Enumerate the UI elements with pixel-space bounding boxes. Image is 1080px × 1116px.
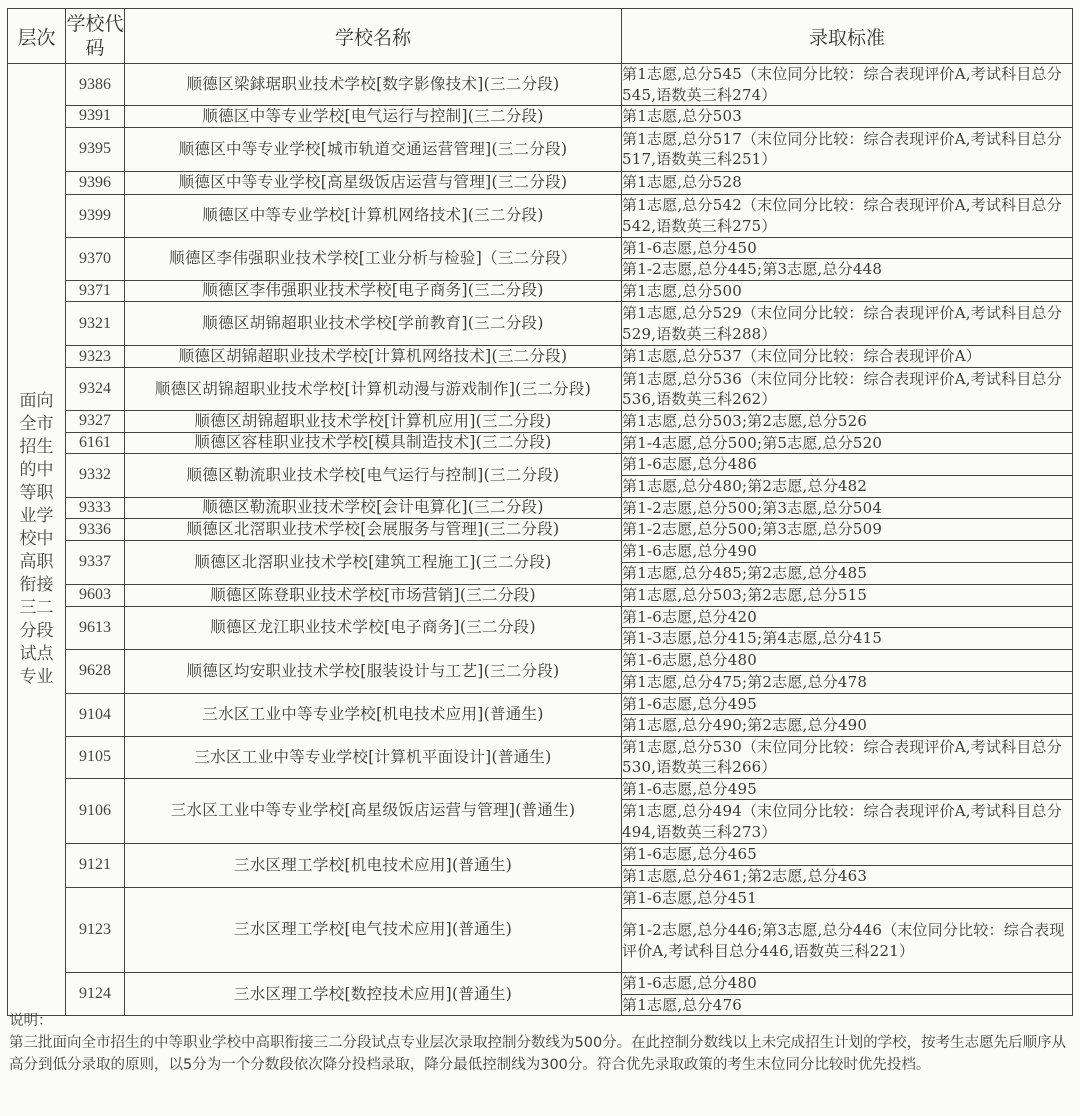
school-code: 9386 — [66, 64, 125, 106]
school-code: 9399 — [66, 194, 125, 237]
school-code: 9603 — [66, 584, 125, 606]
table-row — [8, 302, 1073, 346]
school-name: 顺德区勒流职业技术学校[会计电算化](三二分段) — [125, 497, 622, 519]
table-row — [8, 778, 1073, 800]
school-code: 9123 — [66, 887, 125, 973]
table-row — [8, 887, 1073, 909]
school-code: 9332 — [66, 454, 125, 498]
admission-standard: 第1志愿,总分485;第2志愿,总分485 — [622, 562, 1073, 584]
admission-standard: 第1-6志愿,总分420 — [622, 606, 1073, 628]
admission-standard: 第1志愿,总分529（末位同分比较：综合表现评价A,考试科目总分529,语数英三科288） — [622, 302, 1073, 346]
school-name: 三水区理工学校[数控技术应用](普通生) — [125, 973, 622, 1016]
table-row — [8, 237, 1073, 259]
admission-standard: 第1志愿,总分480;第2志愿,总分482 — [622, 475, 1073, 497]
admission-standard: 第1志愿,总分494（末位同分比较：综合表现评价A,考试科目总分494,语数英三科273） — [622, 800, 1073, 844]
admission-standard: 第1志愿,总分542（末位同分比较：综合表现评价A,考试科目总分542,语数英三科275） — [622, 194, 1073, 237]
admission-standard: 第1-2志愿,总分500;第3志愿,总分509 — [622, 519, 1073, 541]
school-code: 9337 — [66, 541, 125, 585]
table-row — [8, 584, 1073, 606]
table-row — [8, 171, 1073, 194]
school-code: 9321 — [66, 302, 125, 346]
note-title: 说明： — [9, 1013, 53, 1029]
admission-standard: 第1志愿,总分536（末位同分比较：综合表现评价A,考试科目总分536,语数英三科262） — [622, 368, 1073, 411]
school-code: 9104 — [66, 693, 125, 736]
table-body — [8, 64, 1073, 1016]
table-row — [8, 693, 1073, 715]
admission-standard: 第1-2志愿,总分445;第3志愿,总分448 — [622, 259, 1073, 281]
school-code: 9324 — [66, 368, 125, 411]
admission-standard: 第1志愿,总分503;第2志愿,总分515 — [622, 584, 1073, 606]
table-row — [8, 127, 1073, 171]
school-name: 顺德区胡锦超职业技术学校[学前教育](三二分段) — [125, 302, 622, 346]
school-name: 顺德区勒流职业技术学校[电气运行与控制](三二分段) — [125, 454, 622, 498]
school-code: 9371 — [66, 280, 125, 302]
table-row — [8, 454, 1073, 476]
school-code: 9323 — [66, 346, 125, 368]
table-row — [8, 541, 1073, 563]
table-row — [8, 519, 1073, 541]
school-name: 顺德区龙江职业技术学校[电子商务](三二分段) — [125, 606, 622, 650]
school-code: 9613 — [66, 606, 125, 650]
school-name: 顺德区陈登职业技术学校[市场营销](三二分段) — [125, 584, 622, 606]
admission-standard: 第1-6志愿,总分465 — [622, 844, 1073, 866]
admission-standard: 第1志愿,总分530（末位同分比较：综合表现评价A,考试科目总分530,语数英三科266） — [622, 736, 1073, 778]
header-level: 层次 — [8, 9, 66, 64]
school-name: 顺德区李伟强职业技术学校[工业分析与检验]（三二分段） — [125, 237, 622, 280]
admission-standard: 第1-2志愿,总分446;第3志愿,总分446（末位同分比较：综合表现评价A,考试科目总分446,语数英三科221） — [622, 909, 1073, 973]
school-code: 9396 — [66, 171, 125, 194]
admission-standard: 第1志愿,总分490;第2志愿,总分490 — [622, 715, 1073, 737]
school-code: 9336 — [66, 519, 125, 541]
table-row — [8, 432, 1073, 454]
table-row — [8, 736, 1073, 778]
admission-table — [7, 8, 1073, 1016]
table-row — [8, 844, 1073, 866]
school-code: 9124 — [66, 973, 125, 1016]
school-code: 9628 — [66, 650, 125, 694]
school-code: 9121 — [66, 844, 125, 888]
school-code: 9327 — [66, 411, 125, 433]
table-row — [8, 650, 1073, 672]
school-name: 三水区理工学校[机电技术应用](普通生) — [125, 844, 622, 888]
school-name: 顺德区均安职业技术学校[服装设计与工艺](三二分段) — [125, 650, 622, 694]
admission-standard: 第1志愿,总分476 — [622, 994, 1073, 1016]
school-name: 顺德区容桂职业技术学校[模具制造技术](三二分段) — [125, 432, 622, 454]
school-name: 三水区工业中等专业学校[高星级饭店运营与管理](普通生) — [125, 778, 622, 844]
table-row — [8, 194, 1073, 237]
admission-standard: 第1-6志愿,总分450 — [622, 237, 1073, 259]
table-row — [8, 368, 1073, 411]
school-code: 9106 — [66, 778, 125, 844]
school-code: 9370 — [66, 237, 125, 280]
school-code: 9333 — [66, 497, 125, 519]
admission-standard: 第1志愿,总分500 — [622, 280, 1073, 302]
admission-standard: 第1志愿,总分517（末位同分比较：综合表现评价A,考试科目总分517,语数英三科251） — [622, 127, 1073, 171]
school-name: 顺德区中等专业学校[高星级饭店运营与管理](三二分段) — [125, 171, 622, 194]
table-row — [8, 346, 1073, 368]
school-name: 顺德区中等专业学校[电气运行与控制](三二分段) — [125, 106, 622, 128]
header-name: 学校名称 — [125, 9, 622, 64]
header-standard: 录取标准 — [622, 9, 1073, 64]
note-body: 第三批面向全市招生的中等职业学校中高职衔接三二分段试点专业层次录取控制分数线为500分。在此控制分数线以上未完成招生计划的学校，按考生志愿先后顺序从高分到低分录取的原则，以5分为一个分数段依次降分投档录取，降分最低控制线为300分。符合优先录取政策的考生末位同分比较时优先投档。 — [9, 1035, 1067, 1073]
table-row — [8, 606, 1073, 628]
admission-standard: 第1志愿,总分528 — [622, 171, 1073, 194]
admission-standard: 第1志愿,总分475;第2志愿,总分478 — [622, 671, 1073, 693]
school-name: 顺德区胡锦超职业技术学校[计算机应用](三二分段) — [125, 411, 622, 433]
admission-standard: 第1-6志愿,总分451 — [622, 887, 1073, 909]
school-name: 顺德区北滘职业技术学校[会展服务与管理](三二分段) — [125, 519, 622, 541]
table-row — [8, 411, 1073, 433]
school-code: 9395 — [66, 127, 125, 171]
admission-standard: 第1-6志愿,总分480 — [622, 650, 1073, 672]
school-name: 三水区工业中等专业学校[计算机平面设计](普通生) — [125, 736, 622, 778]
header-code: 学校代码 — [66, 9, 125, 64]
admission-standard: 第1-2志愿,总分500;第3志愿,总分504 — [622, 497, 1073, 519]
admission-standard: 第1志愿,总分503 — [622, 106, 1073, 128]
admission-standard: 第1-4志愿,总分500;第5志愿,总分520 — [622, 432, 1073, 454]
school-code: 9105 — [66, 736, 125, 778]
table-row — [8, 280, 1073, 302]
table-row — [8, 973, 1073, 995]
table-header-row — [8, 9, 1073, 64]
admission-standard: 第1志愿,总分461;第2志愿,总分463 — [622, 865, 1073, 887]
school-code: 6161 — [66, 432, 125, 454]
admission-standard: 第1-3志愿,总分415;第4志愿,总分415 — [622, 628, 1073, 650]
level-cell — [8, 64, 66, 1016]
note-section — [9, 1010, 1071, 1076]
school-name: 三水区理工学校[电气技术应用](普通生) — [125, 887, 622, 973]
admission-standard: 第1志愿,总分537（末位同分比较：综合表现评价A） — [622, 346, 1073, 368]
school-name: 顺德区胡锦超职业技术学校[计算机动漫与游戏制作](三二分段) — [125, 368, 622, 411]
school-name: 顺德区中等专业学校[计算机网络技术](三二分段) — [125, 194, 622, 237]
admission-standard: 第1-6志愿,总分495 — [622, 778, 1073, 800]
admission-standard: 第1-6志愿,总分486 — [622, 454, 1073, 476]
level-label: 面向全市招生的中等职业学校中高职衔接三二分段试点专业 — [19, 391, 54, 687]
school-name: 顺德区北滘职业技术学校[建筑工程施工](三二分段) — [125, 541, 622, 585]
school-name: 顺德区中等专业学校[城市轨道交通运营管理](三二分段) — [125, 127, 622, 171]
admission-standard: 第1志愿,总分503;第2志愿,总分526 — [622, 411, 1073, 433]
school-name: 三水区工业中等专业学校[机电技术应用](普通生) — [125, 693, 622, 736]
admission-standard: 第1志愿,总分545（末位同分比较：综合表现评价A,考试科目总分545,语数英三科274） — [622, 64, 1073, 106]
table-row — [8, 106, 1073, 128]
school-name: 顺德区李伟强职业技术学校[电子商务](三二分段) — [125, 280, 622, 302]
school-name: 顺德区梁銶琚职业技术学校[数字影像技术](三二分段) — [125, 64, 622, 106]
admission-standard: 第1-6志愿,总分495 — [622, 693, 1073, 715]
school-name: 顺德区胡锦超职业技术学校[计算机网络技术](三二分段) — [125, 346, 622, 368]
admission-standard: 第1-6志愿,总分480 — [622, 973, 1073, 995]
admission-standard: 第1-6志愿,总分490 — [622, 541, 1073, 563]
table-row — [8, 497, 1073, 519]
school-code: 9391 — [66, 106, 125, 128]
table-row — [8, 64, 1073, 106]
